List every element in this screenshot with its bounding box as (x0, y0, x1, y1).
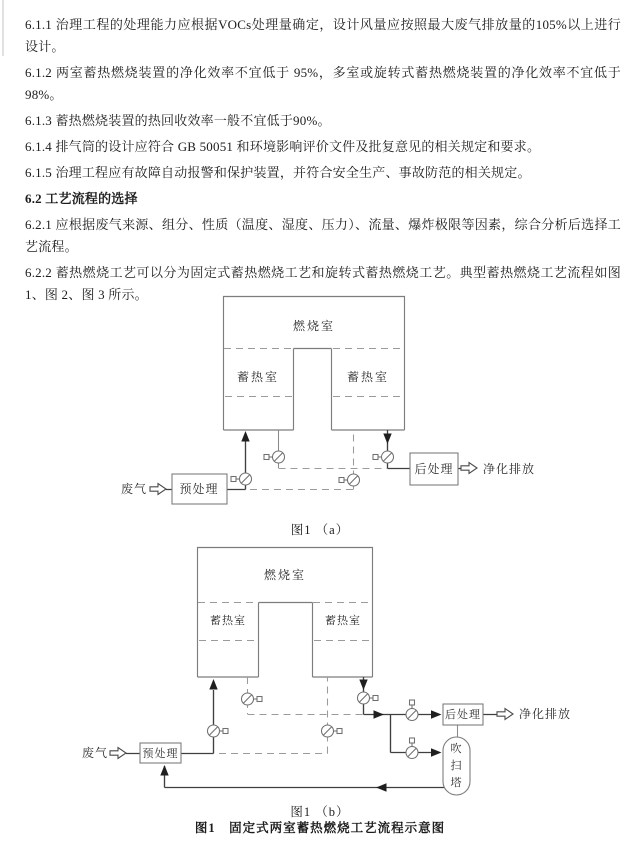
valve-icon (231, 473, 252, 485)
diagram-a-svg (0, 285, 640, 541)
flow-arrow-right-icon (374, 710, 385, 718)
hollow-arrow-icon (150, 484, 166, 495)
flow-arrow-right-icon (431, 710, 442, 718)
posttreatment-label-a: 后处理 (414, 462, 454, 476)
combustion-chamber-label-b: 燃烧室 (263, 568, 307, 582)
valve-icon (242, 693, 263, 705)
paragraph-6-1-3: 6.1.3 蓄热燃烧装置的热回收效率一般不宜低于90%。 (25, 113, 331, 128)
hollow-arrow-icon (461, 463, 477, 474)
valve-icon (264, 451, 285, 463)
flow-arrow-up-icon (160, 765, 168, 776)
flow-arrow-up-icon (241, 431, 249, 442)
clean-discharge-label-b: 净化排放 (519, 707, 572, 721)
paragraph-6-1-4: 6.1.4 排气筒的设计应符合 GB 50051 和环境影响评价文件及批复意见的相关规定和要求。 (25, 139, 541, 154)
heading-6-2: 6.2 工艺流程的选择 (25, 191, 138, 206)
caption-figure1b: 图1 （b） (290, 805, 350, 819)
diagram-b-svg (0, 540, 640, 836)
purge-tower-char-1: 吹 (450, 743, 463, 755)
scan-edge-artifact (2, 0, 4, 56)
body-text (25, 14, 621, 310)
purge-tower-char-2: 扫 (450, 760, 463, 772)
valve-icon (339, 474, 360, 486)
rto-b-idle-pipes (219, 677, 458, 754)
flow-arrow-down-icon (359, 680, 367, 691)
valve-icon (322, 725, 343, 737)
regenerator-right-label-a: 蓄热室 (346, 370, 390, 384)
purge-tower-label (451, 741, 463, 789)
pretreatment-label-b: 预处理 (142, 748, 179, 760)
posttreatment-label-b: 后处理 (445, 709, 481, 721)
rto-b-chamber-outline (198, 548, 373, 678)
valve-icon (406, 738, 418, 759)
paragraph-6-2-1: 6.2.1 应根据废气来源、组分、性质（温度、湿度、压力）、流量、爆炸极限等因素，综合分析后选择工艺流程。 (25, 217, 621, 254)
waste-gas-label-a: 废气 (120, 482, 148, 496)
combustion-chamber-label-a: 燃烧室 (292, 319, 336, 333)
regenerator-left-label-a: 蓄热室 (236, 370, 280, 384)
valve-icon (358, 692, 379, 704)
clean-discharge-label-a: 净化排放 (483, 462, 536, 476)
regenerator-right-label-b: 蓄热室 (325, 615, 361, 627)
valve-icon (208, 725, 229, 737)
regenerator-left-label-b: 蓄热室 (210, 615, 246, 627)
hollow-arrow-icon (110, 748, 126, 759)
waste-gas-label-b: 废气 (81, 746, 109, 760)
valve-icon (373, 451, 394, 463)
valve-icon (406, 700, 418, 721)
pretreatment-label-a: 预处理 (179, 482, 219, 496)
paragraph-6-1-5: 6.1.5 治理工程应有故障自动报警和保护装置，并符合安全生产、事故防范的相关规定。 (25, 165, 531, 180)
flow-arrow-up-icon (209, 679, 217, 690)
paragraph-6-1-1: 6.1.1 治理工程的处理能力应根据VOCs处理量确定，设计风量应按照最大废气排放量的105%以上进行设计。 (25, 17, 621, 54)
purge-tower-char-3: 塔 (450, 777, 463, 789)
rto-a-chamber-outline (224, 297, 405, 431)
rto-b-flow-pipes (126, 677, 497, 792)
hollow-arrow-icon (497, 709, 513, 720)
caption-figure1-main: 图1 固定式两室蓄热燃烧工艺流程示意图 (194, 821, 446, 835)
paragraph-6-2-2: 6.2.2 蓄热燃烧工艺可以分为固定式蓄热燃烧工艺和旋转式蓄热燃烧工艺。典型蓄热燃烧工艺流程如图 1、图 2、图 3 所示。 (25, 265, 621, 302)
rto-a-idle-pipes (250, 430, 387, 490)
paragraph-6-1-2: 6.1.2 两室蓄热燃烧装置的净化效率不宜低于 95%，多室或旋转式蓄热燃烧装置的净化效率不宜低于 98%。 (25, 65, 621, 102)
flow-arrow-down-icon (383, 434, 391, 445)
caption-figure1a: 图1 （a） (290, 523, 350, 537)
rto-b-valves (208, 692, 419, 759)
flow-arrow-right-icon (431, 748, 442, 756)
flow-arrow-left-icon (376, 783, 387, 791)
